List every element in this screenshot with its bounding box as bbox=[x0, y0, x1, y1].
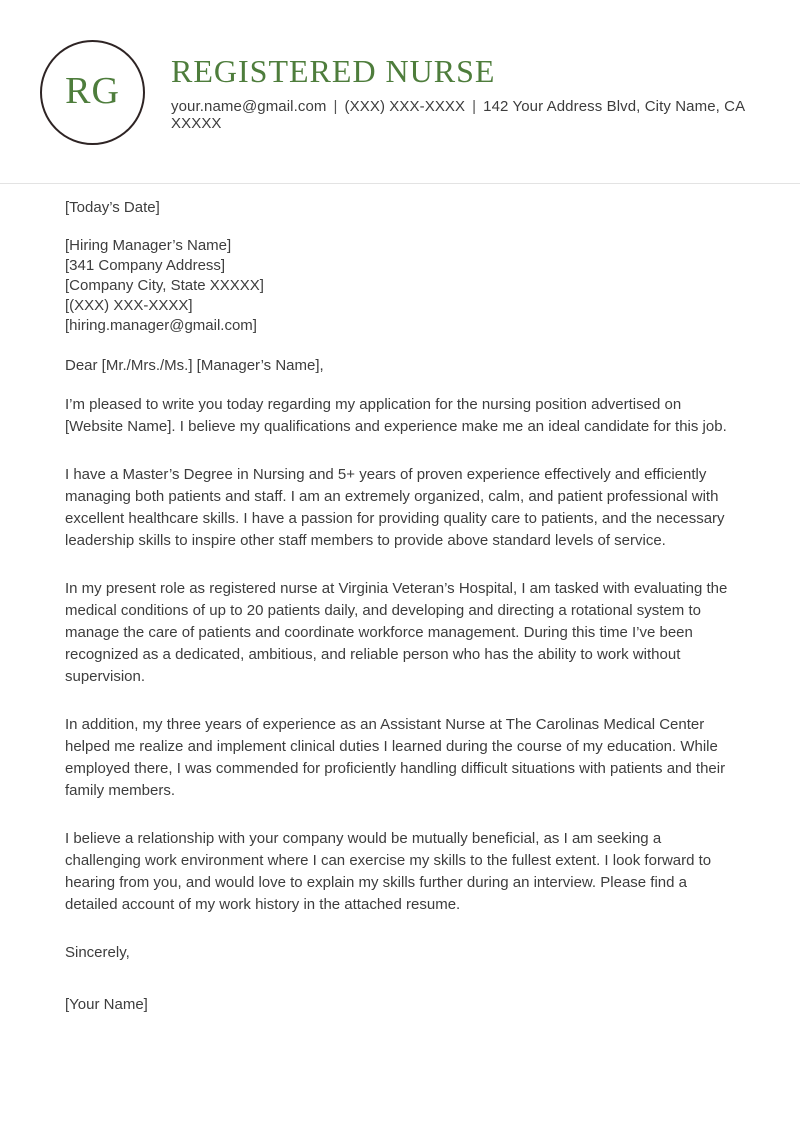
recipient-email: [hiring.manager@gmail.com] bbox=[65, 317, 257, 334]
page-title: REGISTERED NURSE bbox=[171, 52, 496, 89]
body-paragraph: I believe a relationship with your company would be mutually beneficial, as I am seeking a challenging work environment where I can exercise my skills to the fullest extent. I look forward to hearing from you, and would love to explain my skills further during an interview. Please find a detailed account of my work history in the attached resume. bbox=[65, 830, 712, 913]
contact-phone: (XXX) XXX-XXXX bbox=[344, 98, 466, 116]
date-line: [Today’s Date] bbox=[65, 199, 160, 216]
recipient-name: [Hiring Manager’s Name] bbox=[65, 237, 232, 254]
closing: Sincerely, bbox=[65, 944, 130, 961]
body-paragraph: In my present role as registered nurse at Virginia Veteran’s Hospital, I am tasked with evaluating the medical conditions of up to 20 patients daily, and developing and directing a rotational system to manage the care of patients and coordinate workforce management. During this time I’ve been recognized as a dedicated, ambitious, and reliable person who has the ability to work without supervision. bbox=[65, 580, 728, 685]
contact-email: your.name@gmail.com bbox=[171, 98, 327, 116]
letterhead-text bbox=[171, 53, 750, 133]
body-paragraph: I have a Master’s Degree in Nursing and 5+ years of proven experience effectively and efficiently managing both patients and staff. I am an extremely organized, calm, and patient professional with excellent healthcare skills. I have a passion for providing quality care to patients, and the necessary leadership skills to inspire other staff members to provide above standard levels of service. bbox=[65, 466, 725, 549]
contact-address: 142 Your Address Blvd, City Name, CA XXXXX bbox=[171, 98, 745, 133]
monogram-badge bbox=[40, 40, 145, 145]
body-paragraph: I’m pleased to write you today regarding my application for the nursing position advertised on [Website Name]. I believe my qualifications and experience make me an ideal candidate for this job. bbox=[65, 396, 727, 435]
contact-separator: | bbox=[472, 98, 477, 116]
recipient-phone: [(XXX) XXX-XXXX] bbox=[65, 297, 193, 314]
monogram-initials: RG bbox=[65, 69, 120, 112]
recipient-address: [341 Company Address] bbox=[65, 257, 226, 274]
body-paragraph: In addition, my three years of experience as an Assistant Nurse at The Carolinas Medical Center helped me realize and implement clinical duties I learned during the course of my education. While employed there, I was commended for proficiently handling difficult situations with patients and their family members. bbox=[65, 716, 726, 799]
letter-body bbox=[0, 184, 800, 1016]
salutation: Dear [Mr./Mrs./Ms.] [Manager’s Name], bbox=[65, 357, 324, 374]
recipient-block bbox=[65, 236, 736, 336]
recipient-city-state: [Company City, State XXXXX] bbox=[65, 277, 264, 294]
contact-separator: | bbox=[333, 98, 338, 116]
letterhead bbox=[0, 0, 800, 145]
contact-info bbox=[171, 98, 750, 132]
signature: [Your Name] bbox=[65, 996, 148, 1013]
